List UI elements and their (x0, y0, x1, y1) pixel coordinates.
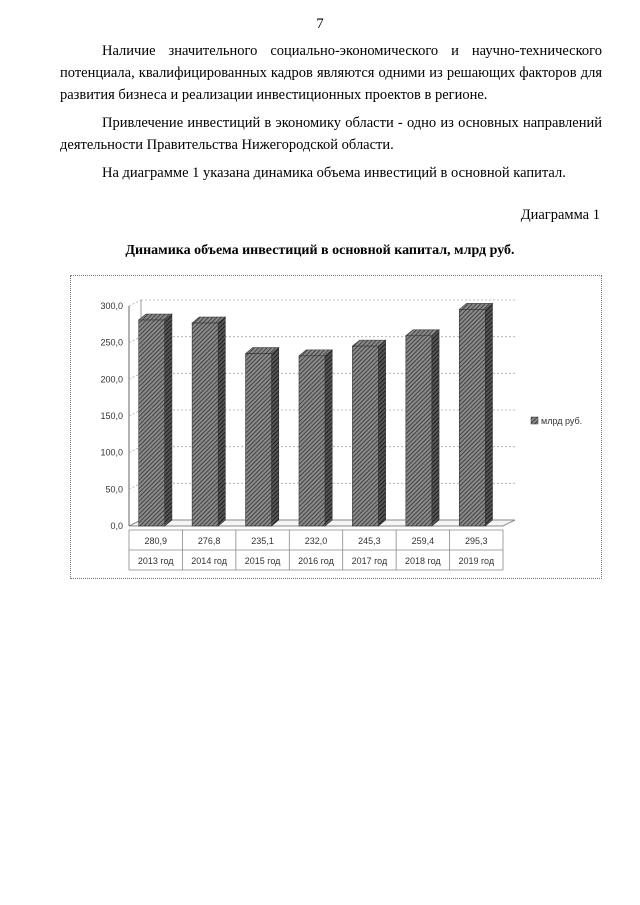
bar (139, 314, 172, 526)
x-tick-label: 2014 год (191, 556, 227, 566)
paragraph-1: Наличие значительного социально-экономического и научно-технического потенциала, квалифицированных кадров являются одними из решающих факторов для развития бизнеса и реализации инвестиционных проектов в регионе. (60, 43, 602, 103)
bar (459, 303, 492, 526)
y-tick-label: 50,0 (105, 484, 123, 495)
x-tick-label: 2017 год (351, 556, 388, 566)
x-tick-label: 2018 год (405, 556, 441, 566)
chart-frame (70, 275, 602, 579)
data-label: 235,1 (251, 536, 274, 546)
paragraph-3: На диаграмме 1 указана динамика объема инвестиций в основной капитал. (102, 165, 566, 181)
x-tick-label: 2019 год (458, 556, 495, 566)
y-tick-label: 0,0 (110, 521, 123, 531)
bar (406, 330, 439, 526)
data-label: 280,9 (144, 536, 167, 546)
bar (299, 350, 332, 526)
legend-label: млрд руб. (541, 416, 583, 426)
bar (192, 317, 225, 526)
y-tick-label: 300,0 (100, 301, 123, 311)
data-label: 295,3 (465, 536, 488, 546)
body-text (60, 40, 602, 190)
bar-chart (71, 276, 601, 578)
data-label: 259,4 (411, 536, 435, 546)
data-label: 232,0 (304, 536, 328, 546)
bar (352, 340, 385, 526)
y-tick-label: 100,0 (100, 447, 123, 458)
y-tick-label: 250,0 (100, 337, 123, 348)
x-tick-label: 2016 год (298, 556, 334, 566)
bar (246, 348, 279, 526)
y-tick-label: 200,0 (100, 374, 123, 385)
data-label: 245,3 (358, 536, 381, 546)
page-number: 7 (316, 16, 324, 32)
data-label: 276,8 (197, 536, 221, 546)
x-tick-label: 2013 год (137, 556, 174, 566)
chart-title: Динамика объема инвестиций в основной капитал, млрд руб. (125, 243, 515, 258)
diagram-label: Диаграмма 1 (520, 207, 600, 223)
x-tick-label: 2015 год (244, 556, 281, 566)
paragraph-2: Привлечение инвестиций в экономику области - одно из основных направлений деятельности Правительства Нижегородской области. (60, 115, 602, 153)
y-tick-label: 150,0 (100, 411, 123, 421)
legend-swatch (531, 417, 538, 424)
